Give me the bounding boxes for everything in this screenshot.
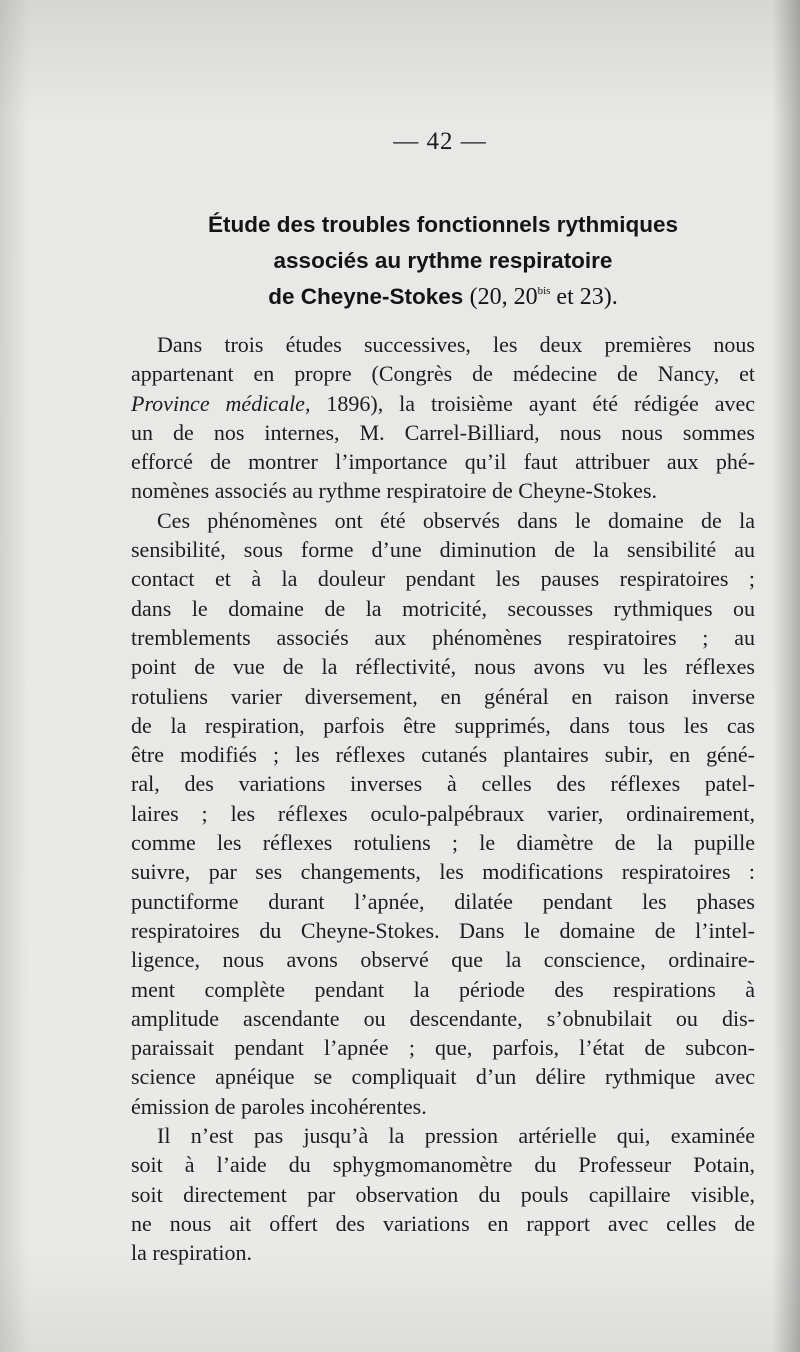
heading-references: [470, 284, 618, 310]
p1-line-3: [131, 389, 755, 418]
p2-line-15: respiratoires du Cheyne-Stokes. Dans le domaine de l’intel-: [131, 917, 755, 943]
section-heading: [132, 207, 754, 315]
references-part-a: (20, 20: [469, 284, 538, 310]
p2-line-1: Ces phénomènes ont été observés dans le domaine de la: [157, 507, 755, 533]
p3-line-4: ne nous ait offert des variations en rapport avec celles de: [131, 1210, 755, 1236]
p1-line-6: nomènes associés au rythme respiratoire de Cheyne-Stokes.: [131, 478, 658, 504]
p2-line-13: suivre, par ses changements, les modifications respiratoires :: [131, 859, 755, 885]
p2-line-2: sensibilité, sous forme d’une diminution de la sensibilité au: [131, 537, 755, 563]
p2-line-16: ligence, nous avons observé que la conscience, ordinaire-: [131, 947, 755, 973]
p2-line-5: tremblements associés aux phénomènes respiratoires ; au: [131, 624, 755, 650]
p3-line-3: soit directement par observation du pouls capillaire visible,: [131, 1181, 755, 1207]
page-number: — 42 —: [393, 128, 487, 155]
p2-line-6: point de vue de la réflectivité, nous avons vu les réflexes: [131, 654, 755, 680]
p2-line-11: laires ; les réflexes oculo-palpébraux varier, ordinairement,: [131, 800, 755, 826]
p2-line-19: paraissait pendant l’apnée ; que, parfois, l’état de subcon-: [131, 1035, 755, 1061]
p1-line-5: efforcé de montrer l’importance qu’il faut attribuer aux phé-: [131, 449, 755, 475]
heading-line-3-main: de Cheyne-Stokes: [268, 284, 464, 309]
p2-line-3: contact et à la douleur pendant les pauses respiratoires ;: [131, 566, 755, 592]
journal-title: Province médicale,: [131, 390, 311, 416]
page-spine-shadow: [772, 0, 800, 1352]
p2-line-21: émission de paroles incohérentes.: [131, 1093, 427, 1119]
p3-line-2: soit à l’aide du sphygmomanomètre du Professeur Potain,: [131, 1152, 755, 1178]
p2-line-9: être modifiés ; les réflexes cutanés plantaires subir, en géné-: [131, 742, 755, 768]
p2-line-12: comme les réflexes rotuliens ; le diamètre de la pupille: [131, 830, 755, 856]
references-superscript: bis: [537, 285, 551, 297]
body-text: [131, 330, 755, 1268]
heading-line-1: Étude des troubles fonctionnels rythmiques: [207, 212, 679, 237]
references-part-b: et 23).: [556, 284, 618, 310]
p1-line-2: appartenant en propre (Congrès de médecine de Nancy, et: [131, 361, 755, 387]
p2-line-10: ral, des variations inverses à celles des réflexes patel-: [131, 771, 755, 797]
p2-line-20: science apnéique se compliquait d’un délire rythmique avec: [131, 1064, 755, 1090]
p1-line-4: un de nos internes, M. Carrel-Billiard, nous nous sommes: [131, 419, 755, 445]
p2-line-8: de la respiration, parfois être supprimés, dans tous les cas: [131, 712, 755, 738]
p2-line-17: ment complète pendant la période des respirations à: [131, 976, 755, 1002]
p3-line-5: la respiration.: [131, 1240, 252, 1266]
p1-line-1: Dans trois études successives, les deux premières nous: [157, 332, 755, 357]
p1-line-3-rest: 1896), la troisième ayant été rédigée avec: [326, 390, 755, 416]
p2-line-14: punctiforme durant l’apnée, dilatée pendant les phases: [131, 888, 755, 914]
p2-line-4: dans le domaine de la motricité, secousses rythmiques ou: [131, 595, 755, 621]
p3-line-1: Il n’est pas jusqu’à la pression artérielle qui, examinée: [157, 1123, 755, 1149]
heading-line-3: [132, 279, 754, 315]
heading-line-2: associés au rythme respiratoire: [273, 248, 613, 273]
p2-line-18: amplitude ascendante ou descendante, s’obnubilait ou dis-: [131, 1005, 755, 1031]
p2-line-7: rotuliens varier diversement, en général en raison inverse: [131, 683, 755, 709]
